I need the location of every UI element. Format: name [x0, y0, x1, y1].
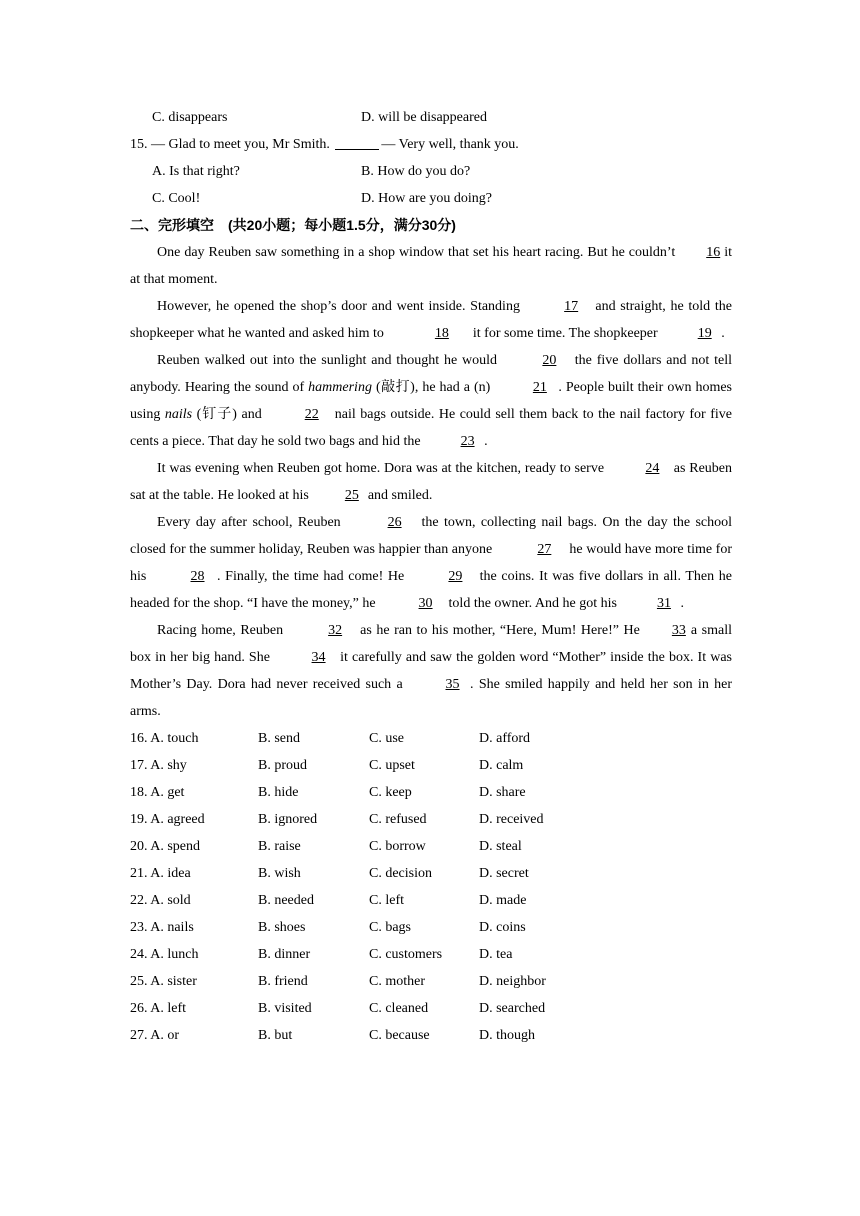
option-row	[130, 806, 732, 833]
option-b: B. hide	[258, 785, 299, 800]
q15-option-c: C. Cool!	[152, 191, 201, 206]
passage-text: . She smiled happily and held her son in her arms.	[130, 677, 733, 719]
option-a: 23. A. nails	[130, 920, 194, 935]
passage-paragraph	[130, 293, 732, 347]
option-d: D. searched	[479, 1001, 546, 1016]
blank-23: 23	[460, 434, 475, 449]
passage-text: (钉子) and	[192, 407, 267, 422]
section-title: 二、完形填空 (共20小题；每小题1.5分，满分30分)	[130, 217, 456, 233]
option-d: D. made	[479, 893, 527, 908]
option-b: B. visited	[258, 1001, 312, 1016]
blank-18: 18	[434, 326, 449, 341]
option-b: B. shoes	[258, 920, 306, 935]
passage-text: it carefully and saw the golden word “Mother” inside the box. It was Mother’s Day. Dora had never received such a	[130, 650, 732, 692]
option-c: C. borrow	[369, 839, 426, 854]
blank-30: 30	[418, 596, 433, 611]
option-a: 27. A. or	[130, 1028, 179, 1043]
exam-page	[130, 104, 732, 1049]
option-b: B. wish	[258, 866, 301, 881]
blank-19: 19	[697, 326, 712, 341]
passage-text: Every day after school, Reuben	[157, 515, 347, 530]
q15-option-d: D. How are you doing?	[361, 191, 493, 206]
blank-24: 24	[645, 461, 660, 476]
q14-options-cd	[130, 104, 732, 131]
option-a: 20. A. spend	[130, 839, 200, 854]
passage-text: and straight, he told the shopkeeper what he wanted and asked him to	[130, 299, 732, 341]
option-a: 18. A. get	[130, 785, 185, 800]
option-d: D. steal	[479, 839, 522, 854]
option-d: D. tea	[479, 947, 513, 962]
blank-32: 32	[328, 623, 343, 638]
option-b: B. ignored	[258, 812, 318, 827]
passage-text: it for some time. The shopkeeper	[469, 326, 662, 341]
q15-options-cd	[130, 185, 732, 212]
option-row	[130, 860, 732, 887]
option-d: D. share	[479, 785, 526, 800]
option-row	[130, 968, 732, 995]
passage-text: told the owner. And he got his	[445, 596, 621, 611]
option-a: 16. A. touch	[130, 731, 199, 746]
passage-text: (敲打), he had a (n)	[371, 380, 495, 395]
option-a: 24. A. lunch	[130, 947, 199, 962]
option-a: 21. A. idea	[130, 866, 191, 881]
passage-text: the town, collecting nail bags. On the day the school closed for the summer holiday, Reuben was happier than anyone	[130, 515, 733, 557]
option-c: C. left	[369, 893, 404, 908]
passage-text: as he ran to his mother, “Here, Mum! Here!” He	[355, 623, 645, 638]
option-b: B. proud	[258, 758, 307, 773]
passage-text: It was evening when Reuben got home. Dora was at the kitchen, ready to serve	[157, 461, 608, 476]
option-a: 25. A. sister	[130, 974, 197, 989]
q15-option-a: A. Is that right?	[152, 164, 240, 179]
option-row	[130, 941, 732, 968]
option-c: C. decision	[369, 866, 432, 881]
blank-22: 22	[304, 407, 319, 422]
option-row	[130, 752, 732, 779]
passage-text: Racing home, Reuben	[157, 623, 288, 638]
q15-blank	[335, 135, 379, 150]
passage-text: .	[721, 326, 725, 341]
passage-text: . Finally, the time had come! He	[217, 569, 409, 584]
passage-text: the five dollars and not tell anybody. Hearing the sound of	[130, 353, 732, 395]
passage-text: .	[680, 596, 684, 611]
option-d: D. secret	[479, 866, 529, 881]
option-row	[130, 887, 732, 914]
option-c: C. upset	[369, 758, 415, 773]
option-c: C. use	[369, 731, 404, 746]
option-c: C. cleaned	[369, 1001, 429, 1016]
blank-27: 27	[537, 542, 552, 557]
q14-option-d: D. will be disappeared	[361, 110, 487, 125]
option-d: D. coins	[479, 920, 526, 935]
option-c: C. mother	[369, 974, 425, 989]
passage-text: However, he opened the shop’s door and went inside. Standing	[157, 299, 525, 314]
blank-21: 21	[532, 380, 547, 395]
option-b: B. send	[258, 731, 300, 746]
passage-text: nail bags outside. He could sell them back to the nail factory for five cents a piece. That day he sold two bags and hid the	[130, 407, 733, 449]
blank-35: 35	[445, 677, 460, 692]
blank-31: 31	[656, 596, 671, 611]
passage-paragraph	[130, 455, 732, 509]
option-c: C. customers	[369, 947, 443, 962]
passage-text: One day Reuben saw something in a shop window that set his heart racing. But he couldn’t	[157, 245, 680, 260]
q15-option-b: B. How do you do?	[361, 164, 471, 179]
option-c: C. refused	[369, 812, 427, 827]
passage-text: and smiled.	[364, 488, 433, 503]
passage-text: it at that moment.	[130, 245, 732, 287]
option-d: D. neighbor	[479, 974, 546, 989]
q15-stem	[130, 131, 732, 158]
passage-paragraph	[130, 617, 732, 725]
blank-28: 28	[190, 569, 205, 584]
option-d: D. though	[479, 1028, 535, 1043]
option-d: D. received	[479, 812, 544, 827]
passage-italic-term: hammering	[308, 380, 372, 395]
passage-paragraph	[130, 239, 732, 293]
option-b: B. but	[258, 1028, 293, 1043]
passage-italic-term: nails	[164, 407, 193, 422]
blank-34: 34	[311, 650, 326, 665]
option-row	[130, 914, 732, 941]
option-c: C. because	[369, 1028, 430, 1043]
q15-options-ab	[130, 158, 732, 185]
q15-stem-a: 15. — Glad to meet you, Mr Smith.	[130, 137, 330, 152]
option-d: D. calm	[479, 758, 524, 773]
option-c: C. keep	[369, 785, 412, 800]
option-c: C. bags	[369, 920, 411, 935]
blank-25: 25	[344, 488, 359, 503]
answer-options	[130, 725, 732, 1049]
blank-20: 20	[542, 353, 557, 368]
passage-text: Reuben walked out into the sunlight and thought he would	[157, 353, 502, 368]
option-a: 17. A. shy	[130, 758, 187, 773]
option-row	[130, 1022, 732, 1049]
blank-17: 17	[564, 299, 579, 314]
option-b: B. friend	[258, 974, 308, 989]
passage-paragraph	[130, 509, 732, 617]
q14-option-c: C. disappears	[152, 110, 228, 125]
passage-text: a small box in her big hand. She	[130, 623, 733, 665]
passage-text: . People built their own homes using	[130, 380, 733, 422]
blank-33: 33	[671, 623, 686, 638]
passage-text: the coins. It was five dollars in all. Then he headed for the shop. “I have the money,” he	[130, 569, 733, 611]
option-row	[130, 725, 732, 752]
passage-text: .	[484, 434, 488, 449]
option-row	[130, 779, 732, 806]
blank-26: 26	[387, 515, 402, 530]
passage-paragraph	[130, 347, 732, 455]
option-d: D. afford	[479, 731, 531, 746]
option-b: B. raise	[258, 839, 301, 854]
blank-16: 16	[706, 245, 721, 260]
blank-29: 29	[448, 569, 463, 584]
passage-text: as Reuben sat at the table. He looked at his	[130, 461, 732, 503]
option-row	[130, 833, 732, 860]
option-row	[130, 995, 732, 1022]
option-a: 26. A. left	[130, 1001, 186, 1016]
passage-text: he would have more time for his	[130, 542, 732, 584]
option-b: B. dinner	[258, 947, 311, 962]
cloze-passage	[130, 239, 732, 725]
option-a: 19. A. agreed	[130, 812, 205, 827]
option-b: B. needed	[258, 893, 314, 908]
q15-stem-b: — Very well, thank you.	[381, 137, 519, 152]
option-a: 22. A. sold	[130, 893, 191, 908]
